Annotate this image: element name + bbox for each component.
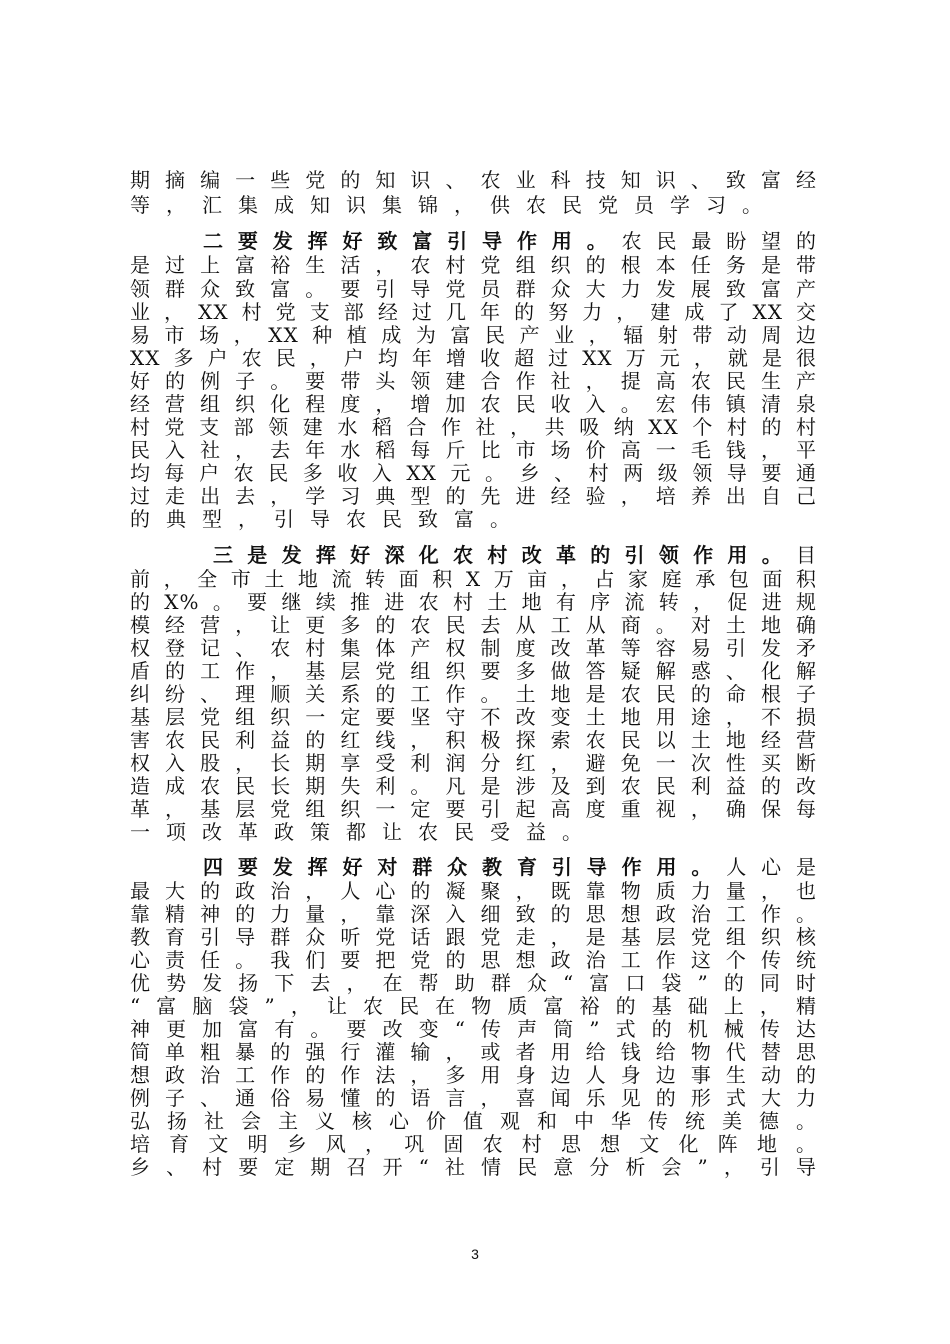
text-line: 业，XX村党支部经过几年的努力，建成了XX交 <box>130 300 817 324</box>
text-line: 基层党组织一定要坚守不改变土地用途，不损 <box>130 705 817 729</box>
text-line: 的X%。要继续推进农村土地有序流转，促进规 <box>130 590 817 614</box>
text-line: 是过上富裕生活，农村党组织的根本任务是带 <box>130 253 817 277</box>
text-line: 权登记、农村集体产权制度改革等容易引发矛 <box>130 636 817 660</box>
text-line: 一项改革政策都让农民受益。 <box>130 820 598 844</box>
page-number: 3 <box>471 1246 479 1262</box>
text-line: 模经营，让更多的农民去从工从商。对土地确 <box>130 613 817 637</box>
text-line: 例子、通俗易懂的语言，喜闻乐见的形式大力 <box>130 1086 817 1110</box>
text-line: 村党支部领建水稻合作社，共吸纳XX个村的村 <box>130 415 817 439</box>
section-heading: 二要发挥好致富引导作用。 <box>203 229 622 253</box>
text-line: 的典型，引导农民致富。 <box>130 507 526 531</box>
text-line: 权入股，长期享受利润分红，避免一次性买断 <box>130 751 817 775</box>
text-line: 盾的工作，基层党组织要多做答疑解惑、化解 <box>130 659 817 683</box>
text-line: 想政治工作的作法，多用身边人身边事生动的 <box>130 1063 817 1087</box>
text-line: 经营组织化程度，增加农民收入。宏伟镇清泉 <box>130 392 817 416</box>
text-line <box>203 229 817 253</box>
text-line: 革，基层党组织一定要引起高度重视，确保每 <box>130 797 817 821</box>
section-heading: 三是发挥好深化农村改革的引领作用。 <box>213 543 796 567</box>
text-line: 乡、村要定期召开“社情民意分析会”，引导 <box>130 1155 817 1179</box>
text-line: 期摘编一些党的知识、农业科技知识、致富经 <box>130 168 817 192</box>
text-line: 易市场，XX种植成为富民产业，辐射带动周边 <box>130 323 817 347</box>
text-line: 神更加富有。要改变“传声筒”式的机械传达 <box>130 1017 817 1041</box>
text-line: 弘扬社会主义核心价值观和中华传统美德。 <box>130 1109 817 1133</box>
text-line: 好的例子。要带头领建合作社，提高农民生产 <box>130 369 817 393</box>
text-line: 领群众致富。要引导党员群众大力发展致富产 <box>130 277 817 301</box>
text-line: 教育引导群众听党话跟党走，是基层党组织核 <box>130 925 817 949</box>
heading-continuation: 农民最盼望的 <box>621 229 818 253</box>
text-line: 靠精神的力量，靠深入细致的思想政治工作。 <box>130 902 817 926</box>
heading-continuation: 人心是 <box>726 855 818 879</box>
text-line: 最大的政治，人心的凝聚，既靠物质力量，也 <box>130 879 817 903</box>
text-line: 前，全市土地流转面积X万亩，占家庭承包面积 <box>130 567 817 591</box>
text-line: 优势发扬下去，在帮助群众“富口袋”的同时 <box>130 971 817 995</box>
text-line: 民入社，去年水稻每斤比市场价高一毛钱，平 <box>130 438 817 462</box>
heading-continuation: 目 <box>796 543 817 567</box>
text-line: 简单粗暴的强行灌输，或者用给钱给物代替思 <box>130 1040 817 1064</box>
text-line: 造成农民长期失利。凡是涉及到农民利益的改 <box>130 774 817 798</box>
text-line: 培育文明乡风，巩固农村思想文化阵地。 <box>130 1132 817 1156</box>
text-line <box>213 543 817 567</box>
text-line: 过走出去，学习典型的先进经验，培养出自己 <box>130 484 817 508</box>
text-line: 均每户农民多收入XX元。乡、村两级领导要通 <box>130 461 817 485</box>
text-line: XX多户农民，户均年增收超过XX万元，就是很 <box>130 346 817 370</box>
text-line: 心责任。我们要把党的思想政治工作这个传统 <box>130 948 817 972</box>
text-line: 等，汇集成知识集锦，供农民党员学习。 <box>130 193 778 217</box>
section-heading: 四要发挥好对群众教育引导作用。 <box>203 855 727 879</box>
text-line: 纠纷、理顺关系的工作。土地是农民的命根子 <box>130 682 817 706</box>
text-line: 害农民利益的红线，积极探索农民以土地经营 <box>130 728 817 752</box>
text-line <box>203 855 817 879</box>
text-line: “富脑袋”，让农民在物质富裕的基础上，精 <box>130 994 817 1018</box>
